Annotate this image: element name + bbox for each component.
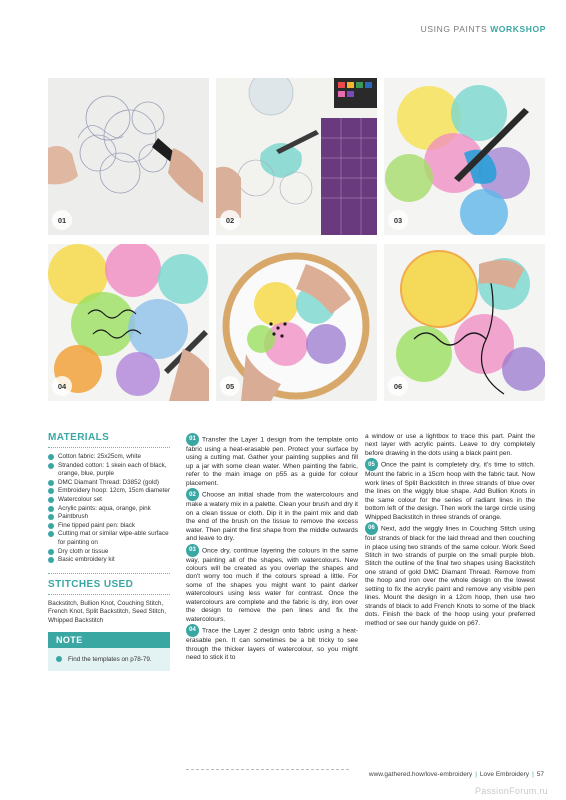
footer-magazine: Love Embroidery bbox=[479, 771, 530, 778]
sidebar bbox=[48, 432, 170, 671]
list-item: Basic embroidery kit bbox=[48, 556, 170, 565]
bullet-icon bbox=[48, 549, 54, 555]
materials-title: MATERIALS bbox=[48, 432, 110, 443]
step-number: 02 bbox=[186, 488, 199, 501]
list-item: Paintbrush bbox=[48, 513, 170, 522]
bullet-icon bbox=[48, 523, 54, 529]
step-number: 01 bbox=[186, 433, 199, 446]
watermark: PassionForum.ru bbox=[474, 786, 548, 796]
footer-url[interactable]: www.gathered.how/love-embroidery bbox=[368, 771, 473, 778]
bullet-icon bbox=[48, 454, 54, 460]
list-item: Embroidery hoop: 12cm, 15cm diameter bbox=[48, 487, 170, 496]
list-item: Fine tipped paint pen: black bbox=[48, 522, 170, 531]
step-number: 05 bbox=[365, 458, 378, 471]
step-03: 03 Once dry, continue layering the colours in the same way, painting all of the shapes, with watercolours. New colours will be created as you overlap the shapes and don't worry too much if the colours spread a little. For some of the shapes you might want to paint darker watercolours using less water for contrast. Once the watercolours are complete and the fabric is dry, iron over the design to remove the pen lines and fix the watercolours. bbox=[186, 544, 358, 625]
materials-list bbox=[48, 453, 170, 565]
step-05: 05 Once the paint is completely dry, it's time to stitch. Mount the fabric in a 15cm hoop with the fabric taut. Now work lines of Split Backstitch in three strands of blue over the lines on the wiggly blue shape. Add Bullion Knots in the same colour for the series of radiant lines in the bottom left of the design. Then work the large circle using Whipped Backstitch in three strands of orange. bbox=[365, 458, 535, 522]
footer-divider bbox=[186, 769, 349, 770]
divider bbox=[48, 594, 170, 595]
list-item: DMC Diamant Thread: D3852 (gold) bbox=[48, 479, 170, 488]
step-04-continued: a window or use a lightbox to trace this part. Paint the next layer with acrylic paints. Leave to dry completely before drawing in the dots using a black paint pen. bbox=[365, 433, 535, 457]
step-04: 04 Trace the Layer 2 design onto fabric using a heat-erasable pen. It can sometimes be a bit tricky to see through the thicker layers of watercolour, so you might need to stick it to bbox=[186, 624, 358, 662]
step-photos-grid bbox=[48, 78, 545, 402]
stitches-title: STITCHES USED bbox=[48, 578, 134, 590]
list-item: Cotton fabric: 25x25cm, white bbox=[48, 453, 170, 462]
step-number: 03 bbox=[186, 544, 199, 557]
bullet-icon bbox=[48, 480, 54, 486]
step-photo-04 bbox=[48, 244, 209, 401]
stitches-text: Backstitch, Bullion Knot, Couching Stitch, French Knot, Split Backstitch, Seed Stitch, Whipped Backstitch bbox=[48, 599, 166, 624]
note-box bbox=[48, 632, 170, 671]
step-02: 02 Choose an initial shade from the watercolours and make a watery mix in a palette. Clean your brush and dry it on a clean tissue or cloth. Dip it in the paint mix and dab the end of the brush on the tissue to remove the excess water. Then paint the first shape from the middle outwards and leave to dry. bbox=[186, 488, 358, 543]
section-header-accent: WORKSHOP bbox=[490, 24, 546, 34]
photo-number: 06 bbox=[388, 376, 408, 396]
step-01: 01 Transfer the Layer 1 design from the template onto fabric using a heat-erasable pen. Protect your surface by using a cutting mat. Gather your painting supplies and fill up a jar with some clean water. When painting the fabric, refer to the main image on p55 as a guide for colour placement. bbox=[186, 433, 358, 488]
section-header: USING PAINTS WORKSHOP bbox=[420, 24, 546, 34]
step-photo-05 bbox=[216, 244, 377, 401]
bullet-icon bbox=[48, 463, 54, 469]
note-title: NOTE bbox=[48, 632, 170, 648]
page-number: 57 bbox=[536, 771, 544, 778]
step-number: 06 bbox=[365, 522, 378, 535]
bullet-icon bbox=[48, 557, 54, 563]
bullet-icon bbox=[48, 497, 54, 503]
bullet-icon bbox=[48, 514, 54, 520]
instructions-column-1 bbox=[186, 433, 358, 663]
bullet-icon bbox=[48, 531, 54, 537]
bullet-icon bbox=[56, 656, 62, 662]
divider bbox=[48, 573, 170, 574]
step-photo-01 bbox=[48, 78, 209, 235]
step-photo-03 bbox=[384, 78, 545, 235]
photo-number: 01 bbox=[52, 210, 72, 230]
list-item: Stranded cotton: 1 skein each of black, orange, blue, purple bbox=[48, 462, 170, 479]
list-item: Cutting mat or similar wipe-able surface for painting on bbox=[48, 530, 170, 547]
list-item: Acrylic paints: aqua, orange, pink bbox=[48, 505, 170, 514]
photo-number: 02 bbox=[220, 210, 240, 230]
list-item: Dry cloth or tissue bbox=[48, 548, 170, 557]
photo-number: 04 bbox=[52, 376, 72, 396]
photo-number: 03 bbox=[388, 210, 408, 230]
bullet-icon bbox=[48, 506, 54, 512]
note-body: Find the templates on p78-79. bbox=[48, 648, 170, 671]
bullet-icon bbox=[48, 488, 54, 494]
divider bbox=[48, 447, 170, 448]
step-number: 04 bbox=[186, 624, 199, 637]
step-photo-02 bbox=[216, 78, 377, 235]
footer: www.gathered.how/love-embroidery | Love Embroidery | 57 bbox=[368, 771, 544, 778]
list-item: Watercolour set bbox=[48, 496, 170, 505]
step-06: 06 Next, add the wiggly lines in Couching Stitch using four strands of black for the laid thread and then couching in place using two strands of the same colour. Work Seed Stitch in two strands of purple on the small purple blob. Stitch the outline of the final two shapes using Backstitch one strand of gold DMC Diamant Thread. Remove from the hoop and iron over the whole design on the lowest setting to fix the acrylic paint and remove any visible pen lines. Mount the design in a 12cm hoop, then use two strands of black to add French Knots to some of the black dots. Finish the back of the hoop using your preferred method or see our handy guide on p67. bbox=[365, 522, 535, 628]
photo-number: 05 bbox=[220, 376, 240, 396]
instructions-column-2 bbox=[365, 433, 535, 628]
step-photo-06 bbox=[384, 244, 545, 401]
